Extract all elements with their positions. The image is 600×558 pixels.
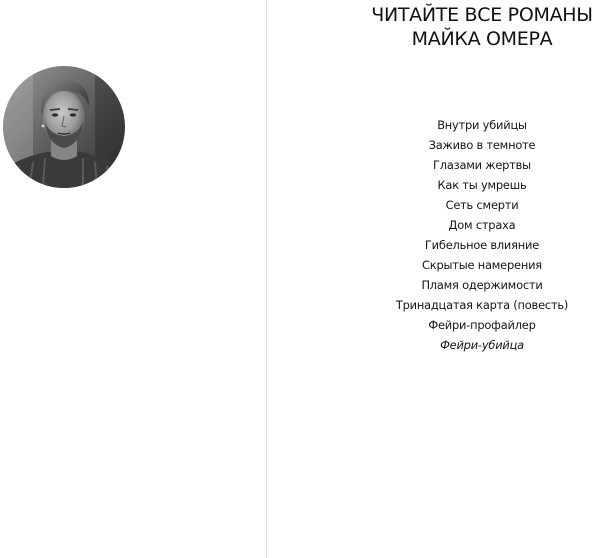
- book-title: Тринадцатая карта (повесть): [395, 298, 569, 312]
- book-title: Фейри-убийца: [440, 338, 524, 352]
- author-photo: [3, 66, 125, 188]
- book-title: Как ты умрешь: [437, 178, 527, 192]
- author-portrait-image: [3, 66, 125, 188]
- book-title: Дом страха: [448, 218, 516, 232]
- book-title: Сеть смерти: [445, 198, 519, 212]
- heading-line-1: ЧИТАЙТЕ ВСЕ РОМАНЫ: [371, 4, 593, 26]
- book-title: Внутри убийцы: [437, 118, 527, 132]
- heading-line-2: МАЙКА ОМЕРА: [411, 28, 553, 50]
- book-title: Скрытые намерения: [422, 258, 542, 272]
- book-title: Фейри-профайлер: [428, 318, 536, 332]
- book-title: Глазами жертвы: [433, 158, 531, 172]
- book-title: Гибельное влияние: [424, 238, 540, 252]
- book-title: Пламя одержимости: [421, 278, 543, 292]
- book-title: Заживо в темноте: [428, 138, 536, 152]
- page-gutter: [266, 0, 267, 558]
- book-list: [377, 115, 587, 355]
